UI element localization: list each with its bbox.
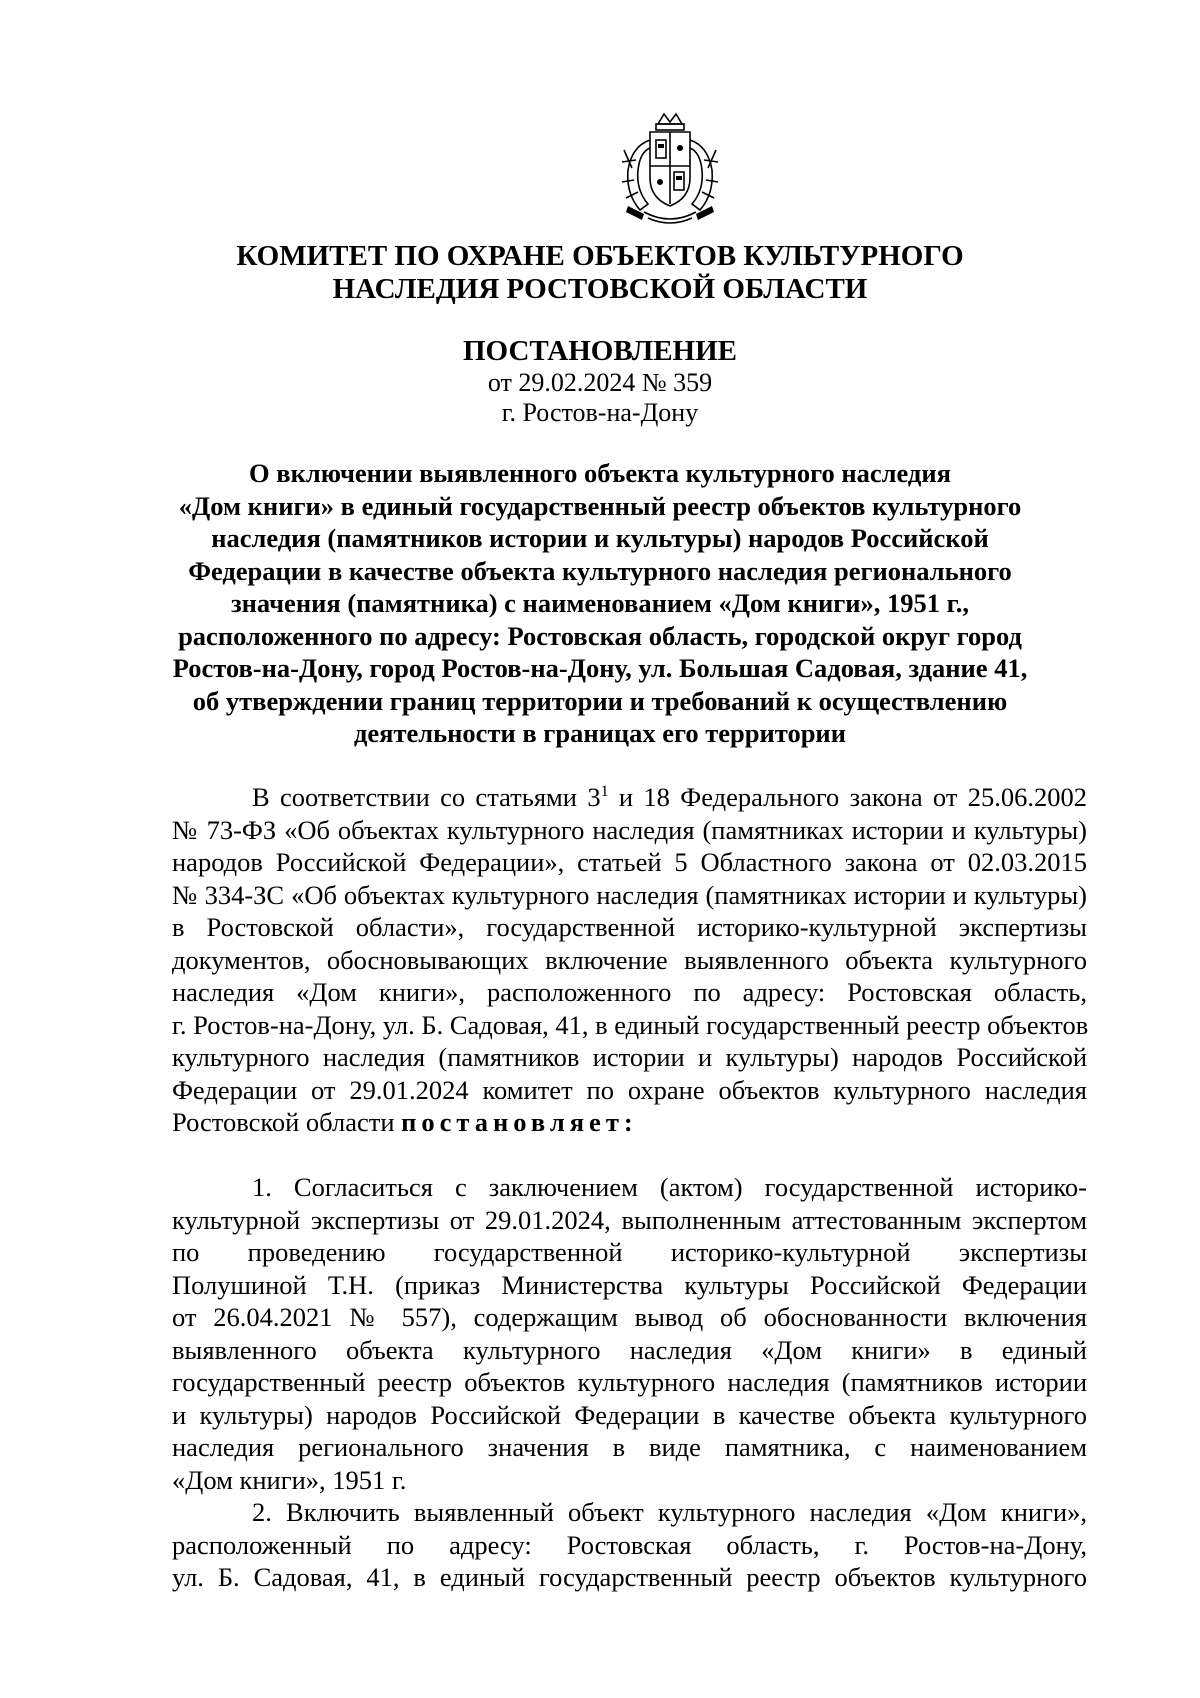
subject-line: Федерации в качестве объекта культурного наследия регионального: [188, 555, 1012, 586]
organization-name-line-1: КОМИТЕТ ПО ОХРАНЕ ОБЪЕКТОВ КУЛЬТУРНОГО: [236, 240, 964, 272]
organization-name: [150, 240, 1050, 306]
preamble-text: и 18 Федерального закона от 25.06.2002: [608, 782, 1087, 812]
preamble-line-1: [172, 781, 1087, 814]
subject-line: значения (памятника) с наименованием «Дом книги», 1951 г.,: [231, 588, 969, 618]
item-1-line: от 26.04.2021 № 557), содержащим вывод об обоснованности включения: [172, 1302, 1087, 1332]
preamble-text: В соответствии со статьями 3: [252, 782, 601, 812]
item-2-line: расположенный по адресу: Ростовская область, г. Ростов-на-Дону,: [172, 1529, 1087, 1560]
item-1-line: и культуры) народов Российской Федерации в качестве объекта культурного: [172, 1399, 1087, 1430]
item-1-line: «Дом книги», 1951 г.: [172, 1464, 407, 1495]
document-type: ПОСТАНОВЛЕНИЕ: [462, 335, 737, 367]
item-1-line: государственный реестр объектов культурного наследия (памятников истории: [172, 1367, 1087, 1397]
subject-line: О включении выявленного объекта культурного наследия: [249, 458, 951, 488]
preamble-line: культурного наследия (памятников истории и культуры) народов Российской: [172, 1042, 1087, 1072]
decree-word: постановляет:: [401, 1107, 638, 1137]
item-1-paragraph: [172, 1171, 1087, 1496]
item-2-line: ул. Б. Садовая, 41, в единый государственный реестр объектов культурного: [172, 1562, 1087, 1592]
item-1-line: 1. Согласиться с заключением (актом) государственной историко-: [252, 1172, 1087, 1202]
subject-line: расположенного по адресу: Ростовская область, городской округ город: [178, 620, 1022, 651]
preamble-line: № 73-ФЗ «Об объектах культурного наследия (памятниках истории и культуры): [172, 814, 1087, 845]
subject-line: Ростов-на-Дону, город Ростов-на-Дону, ул. Большая Садовая, здание 41,: [172, 653, 1028, 683]
preamble-line: в Ростовской области», государственной историко-культурной экспертизы: [172, 912, 1087, 942]
preamble-line: г. Ростов-на-Дону, ул. Б. Садовая, 41, в единый государственный реестр объектов: [172, 1009, 1089, 1040]
preamble-line: № 334-ЗС «Об объектах культурного наследия (памятниках истории и культуры): [172, 879, 1087, 910]
preamble-line: наследия «Дом книги», расположенного по адресу: Ростовская область,: [172, 977, 1087, 1007]
item-1-line: выявленного объекта культурного наследия «Дом книги» в единый: [172, 1334, 1087, 1365]
item-1-line: по проведению государственной историко-культурной экспертизы: [172, 1237, 1087, 1267]
article-superscript: 1: [600, 783, 609, 800]
item-1-line: Полушиной Т.Н. (приказ Министерства культуры Российской Федерации: [172, 1269, 1087, 1300]
item-2-line: 2. Включить выявленный объект культурного наследия «Дом книги»,: [252, 1497, 1087, 1527]
preamble-line: Федерации от 29.01.2024 комитет по охране объектов культурного наследия: [172, 1074, 1087, 1105]
item-1-line: культурной экспертизы от 29.01.2024, выполненным аттестованным экспертом: [172, 1204, 1087, 1235]
item-2-paragraph: [172, 1496, 1087, 1594]
subject-line: «Дом книги» в единый государственный реестр объектов культурного: [178, 490, 1022, 521]
subject-line: деятельности в границах его территории: [354, 718, 846, 748]
preamble-line: народов Российской Федерации», статьей 5 Областного закона от 02.03.2015: [172, 847, 1087, 877]
subject-line: наследия (памятников истории и культуры) народов Российской: [211, 523, 989, 553]
preamble-last-line: [172, 1106, 1087, 1139]
organization-name-line-2: НАСЛЕДИЯ РОСТОВСКОЙ ОБЛАСТИ: [332, 273, 868, 305]
document-city: г. Ростов-на-Дону: [501, 398, 699, 427]
preamble-line: документов, обосновывающих включение выявленного объекта культурного: [172, 944, 1087, 975]
document-date-number: от 29.02.2024 № 359: [487, 368, 713, 397]
preamble-text: Ростовской области: [172, 1107, 402, 1137]
item-1-line: наследия регионального значения в виде памятника, с наименованием: [172, 1432, 1087, 1462]
preamble-paragraph: [172, 781, 1087, 1139]
document-subject: [150, 457, 1050, 750]
coat-of-arms-emblem: [614, 110, 726, 230]
subject-line: об утверждении границ территории и требований к осуществлению: [192, 685, 1008, 716]
